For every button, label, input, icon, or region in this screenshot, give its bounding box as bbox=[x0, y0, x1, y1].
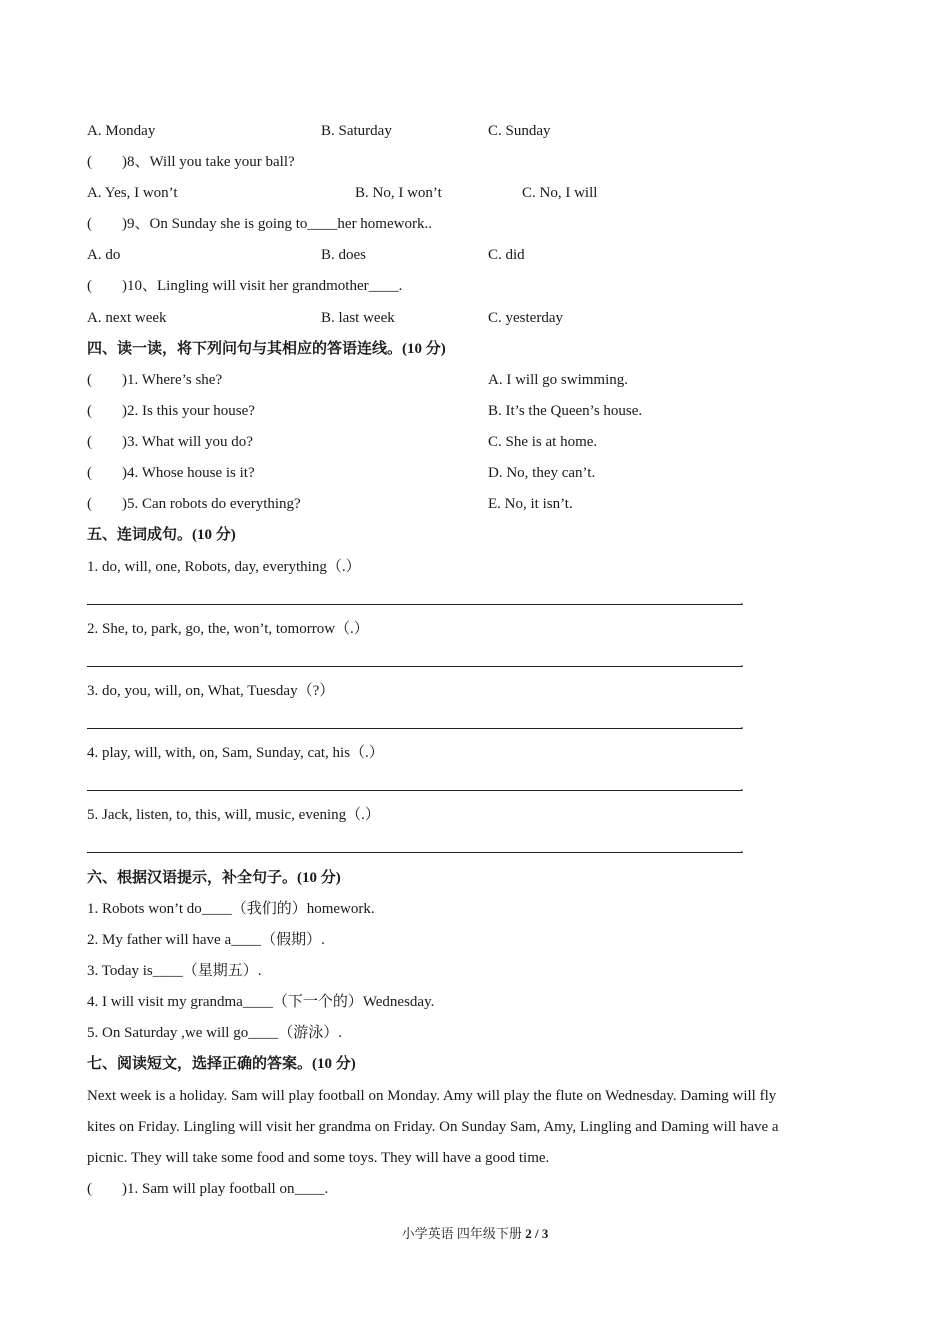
section4-heading: 四、读一读，将下列问句与其相应的答语连线。(10 分) bbox=[87, 341, 446, 357]
section4-answer: B. It’s the Queen’s house. bbox=[488, 403, 643, 419]
q10-option-b: B. last week bbox=[321, 310, 395, 326]
section6-item: 4. I will visit my grandma____（下一个的）Wednesday. bbox=[87, 994, 435, 1010]
section5-item: 2. She, to, park, go, the, won’t, tomorrow（.） bbox=[87, 621, 369, 637]
q8-option-a: A. Yes, I won’t bbox=[87, 185, 178, 201]
section5-item: 1. do, will, one, Robots, day, everything（.） bbox=[87, 559, 361, 575]
section6-heading: 六、根据汉语提示，补全句子。(10 分) bbox=[87, 870, 341, 886]
answer-line[interactable] bbox=[87, 790, 742, 791]
section7-question-1: ( )1. Sam will play football on____. bbox=[87, 1181, 329, 1197]
section4-question: ( )5. Can robots do everything? bbox=[87, 496, 301, 512]
q9-option-c: C. did bbox=[488, 247, 525, 263]
q8-option-b: B. No, I won’t bbox=[355, 185, 442, 201]
q9-option-b: B. does bbox=[321, 247, 366, 263]
section5-item: 3. do, you, will, on, What, Tuesday（?） bbox=[87, 683, 335, 699]
passage-line: Next week is a holiday. Sam will play football on Monday. Amy will play the flute on Wednesday. Daming will fly bbox=[87, 1088, 777, 1104]
passage-line: picnic. They will take some food and some toys. They will have a good time. bbox=[87, 1150, 550, 1166]
section4-question: ( )1. Where’s she? bbox=[87, 372, 223, 388]
q7-option-b: B. Saturday bbox=[321, 123, 392, 139]
line-end-period: . bbox=[740, 717, 744, 733]
section6-item: 1. Robots won’t do____（我们的）homework. bbox=[87, 901, 375, 917]
q9-option-a: A. do bbox=[87, 247, 121, 263]
q9-stem: ( )9、On Sunday she is going to____her homework.. bbox=[87, 216, 432, 232]
section4-answer: E. No, it isn’t. bbox=[488, 496, 573, 512]
section7-heading: 七、阅读短文，选择正确的答案。(10 分) bbox=[87, 1056, 356, 1072]
section6-item: 3. Today is____（星期五）. bbox=[87, 963, 262, 979]
line-end-period: . bbox=[740, 841, 744, 857]
section4-answer: C. She is at home. bbox=[488, 434, 598, 450]
answer-line[interactable] bbox=[87, 728, 742, 729]
section5-item: 5. Jack, listen, to, this, will, music, evening（.） bbox=[87, 807, 380, 823]
footer-subject: 小学英语 四年级下册 bbox=[401, 1226, 522, 1241]
q7-option-a: A. Monday bbox=[87, 123, 156, 139]
page-number: 2 bbox=[525, 1226, 532, 1241]
answer-line[interactable] bbox=[87, 604, 742, 605]
section5-heading: 五、连词成句。(10 分) bbox=[87, 527, 236, 543]
answer-line[interactable] bbox=[87, 852, 742, 853]
line-end-period: . bbox=[740, 593, 744, 609]
section4-question: ( )3. What will you do? bbox=[87, 434, 253, 450]
q10-option-c: C. yesterday bbox=[488, 310, 563, 326]
section4-answer: A. I will go swimming. bbox=[488, 372, 629, 388]
page-footer bbox=[0, 1224, 950, 1244]
q10-stem: ( )10、Lingling will visit her grandmother____. bbox=[87, 278, 403, 294]
section4-question: ( )2. Is this your house? bbox=[87, 403, 255, 419]
section4-question: ( )4. Whose house is it? bbox=[87, 465, 255, 481]
passage-line: kites on Friday. Lingling will visit her grandma on Friday. On Sunday Sam, Amy, Lingling and Daming will have a bbox=[87, 1119, 779, 1135]
section5-item: 4. play, will, with, on, Sam, Sunday, cat, his（.） bbox=[87, 745, 384, 761]
section4-answer: D. No, they can’t. bbox=[488, 465, 596, 481]
line-end-period: . bbox=[740, 655, 744, 671]
section6-item: 2. My father will have a____（假期）. bbox=[87, 932, 325, 948]
page-separator: / bbox=[534, 1226, 539, 1241]
q8-option-c: C. No, I will bbox=[522, 185, 598, 201]
page-total: 3 bbox=[541, 1226, 549, 1241]
q8-stem: ( )8、Will you take your ball? bbox=[87, 154, 295, 170]
section6-item: 5. On Saturday ,we will go____（游泳）. bbox=[87, 1025, 342, 1041]
line-end-period: . bbox=[740, 779, 744, 795]
answer-line[interactable] bbox=[87, 666, 742, 667]
q7-option-c: C. Sunday bbox=[488, 123, 551, 139]
q10-option-a: A. next week bbox=[87, 310, 167, 326]
